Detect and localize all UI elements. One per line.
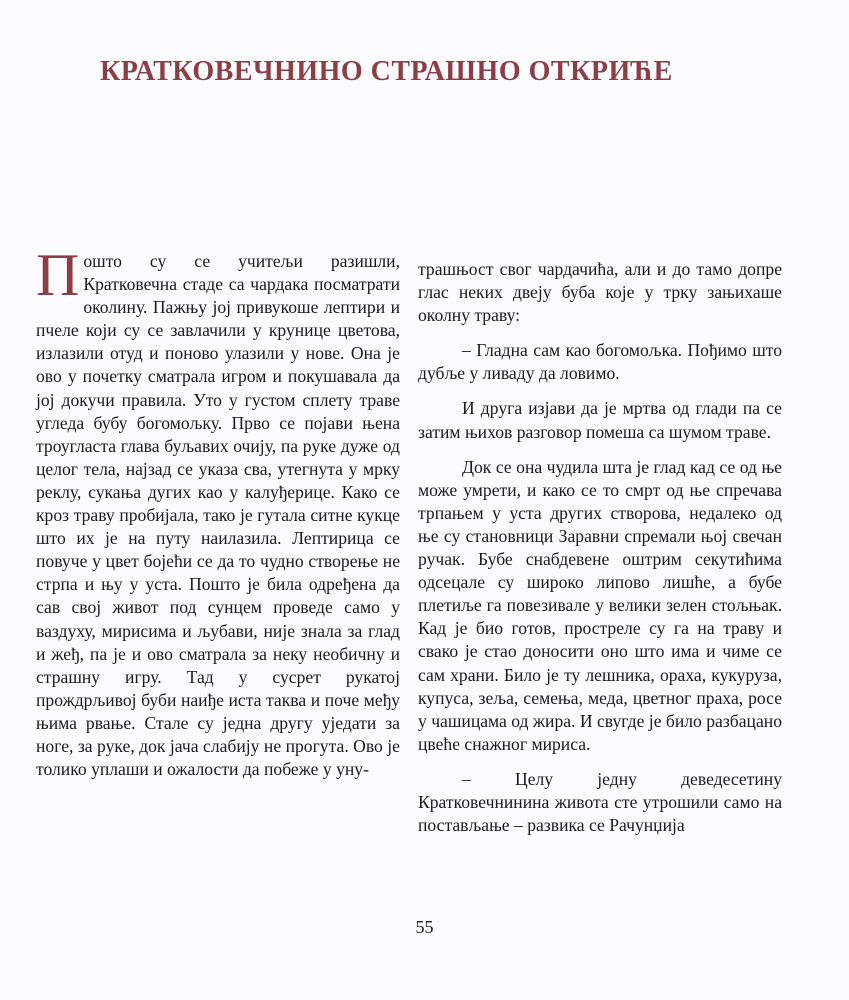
paragraph-continuation: трашњост свог чардачића, али и до тамо допре глас неких двеју буба које у трку зањихаше околну траву:: [418, 259, 782, 326]
right-column: [418, 258, 782, 837]
paragraph-dialogue-1: – Гладна сам као богомољка. Пођимо што дубље у ливаду да ловимо.: [418, 340, 782, 384]
paragraph-3: И друга изјави да је мртва од глади па се затим њихов разговор помеша са шумом траве.: [418, 398, 782, 442]
paragraph-4: Док се она чудила шта је глад кад се од ње може умрети, и како се то смрт од ње спречава трпањем у уста других створова, недалеко од ње су становници Заравни спремали њој свечан ручак. Бубе снабдевене оштрим секутићима одсецале су широко липово лишће, а бубе плетиље га повезивале у велики зелен стољњак. Кад је био готов, простреле су га на траву и свако је стао доносити оно што има и чиме се сам храни. Било је ту лешника, ораха, кукуруза, купуса, зеља, семења, меда, цветног праха, росе у чашицама од жира. И свугде је било разбацано цвеће снажног мириса.: [418, 456, 782, 754]
page-number: 55: [415, 917, 434, 937]
left-column: [36, 242, 400, 781]
paragraph-dialogue-2: – Целу једну деведесетину Кратковечнинина живота сте утрошили само на постављање – развика се Рачунџија: [418, 768, 782, 836]
drop-cap: П: [36, 242, 80, 308]
opening-paragraph-text: ошто су се учитељи разишли, Кратковечна стаде са чардака посматрати околину. Пажњу јој привукоше лептири и пчеле који су се завлачили у крунице цветова, излазили отуд и поново улазили у нове. Она је ово у почетку сматрала игром и покушавала да јој докучи правила. Уто у густом сплету траве угледа бубу богомољку. Прво се појави њена троугласта глава буљавих очију, па руке дуже од целог тела, најзад се указа сва, утегнута у мрку реклу, сукања дугих као у калуђерице. Како се кроз траву пробијала, тако је гутала ситне кукце што их је на путу наилазила. Лептирица се повуче у цвет бојећи се да то чудно створење не стрпа и њу у уста. Пошто је била одређена да сав свој живот под сунцем проведе само у ваздуху, мирисима и љубави, није знала за глад и жеђ, па је и ово сматрала за неку необичну и страшну игру. Тад у сусрет рукатој прождрљивој буби наиђе иста таква и поче међу њима рвање. Стале су једна другу уједати за ноге, за руке, док јача слабију не прогута. Ово је толико уплаши и ожалости да побеже у уну-: [36, 251, 400, 780]
chapter-title: КРАТКОВЕЧНИНО СТРАШНО ОТКРИЋЕ: [100, 56, 673, 87]
opening-paragraph: [36, 242, 400, 781]
